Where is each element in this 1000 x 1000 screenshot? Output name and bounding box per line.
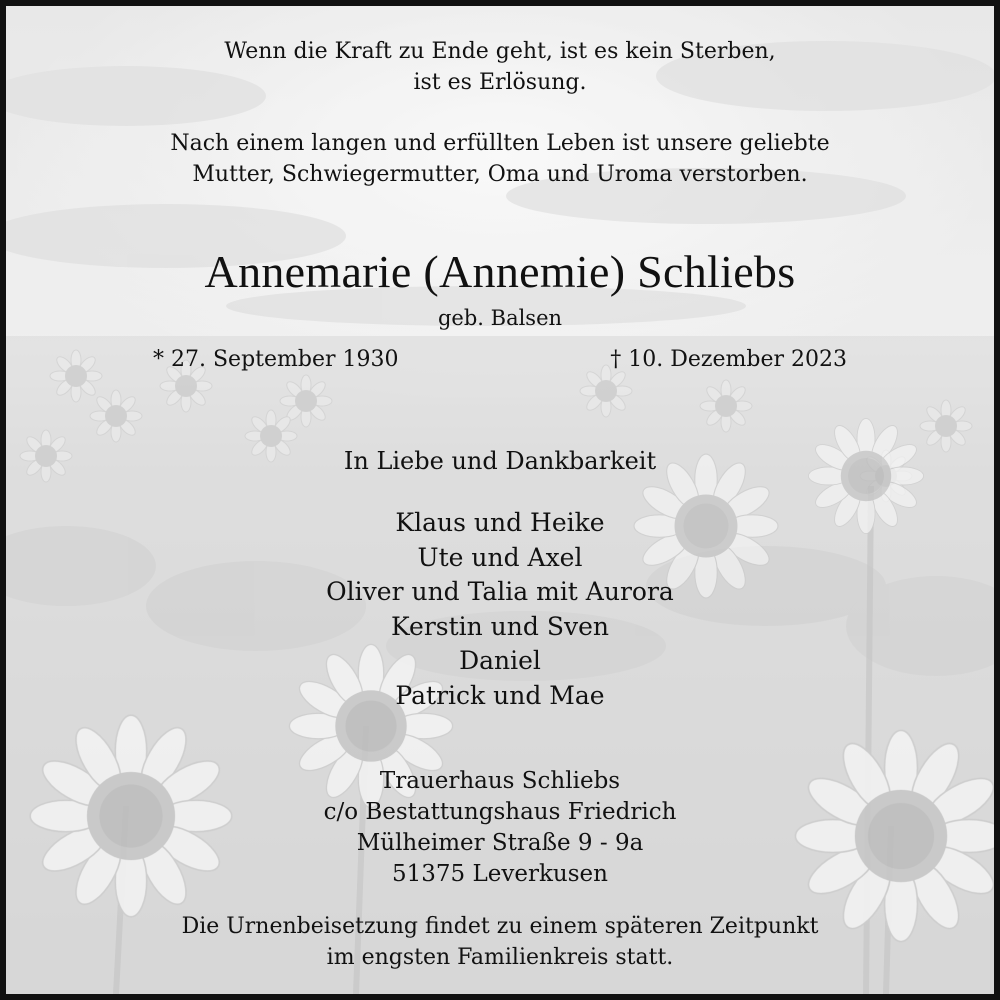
mourning-address <box>6 766 994 890</box>
address-line: 51375 Leverkusen <box>392 861 608 887</box>
address-line: Trauerhaus Schliebs <box>379 768 621 794</box>
family-member: Ute und Axel <box>417 542 583 572</box>
intro-line-1: Nach einem langen und erfüllten Leben ist unsere geliebte <box>170 131 830 156</box>
life-dates <box>153 345 847 375</box>
family-member: Kerstin und Sven <box>391 611 609 641</box>
verse-line-1: Wenn die Kraft zu Ende geht, ist es kein Sterben, <box>224 39 776 64</box>
note-line-1: Die Urnenbeisetzung findet zu einem späteren Zeitpunkt <box>181 914 819 939</box>
family-list <box>6 506 994 713</box>
burial-note <box>6 911 994 973</box>
notice-content <box>6 6 994 994</box>
address-line: Mülheimer Straße 9 - 9a <box>356 830 644 856</box>
family-member: Oliver und Talia mit Aurora <box>326 577 674 606</box>
verse-line-2: ist es Erlösung. <box>413 70 587 95</box>
death-date: † 10. Dezember 2023 <box>610 347 847 372</box>
family-member: Daniel <box>459 646 541 675</box>
intro-line-2: Mutter, Schwiegermutter, Oma und Uroma verstorben. <box>192 162 808 187</box>
family-member: Patrick und Mae <box>395 680 605 710</box>
maiden-name: geb. Balsen <box>437 306 563 330</box>
dedication: In Liebe und Dankbarkeit <box>343 447 657 475</box>
intro-text <box>6 128 994 190</box>
birth-date: * 27. September 1930 <box>153 347 399 372</box>
deceased-name: Annemarie (Annemie) Schliebs <box>204 246 796 297</box>
family-member: Klaus und Heike <box>395 508 605 537</box>
address-line: c/o Bestattungshaus Friedrich <box>323 799 677 825</box>
opening-verse <box>6 36 994 98</box>
note-line-2: im engsten Familienkreis statt. <box>326 945 674 970</box>
